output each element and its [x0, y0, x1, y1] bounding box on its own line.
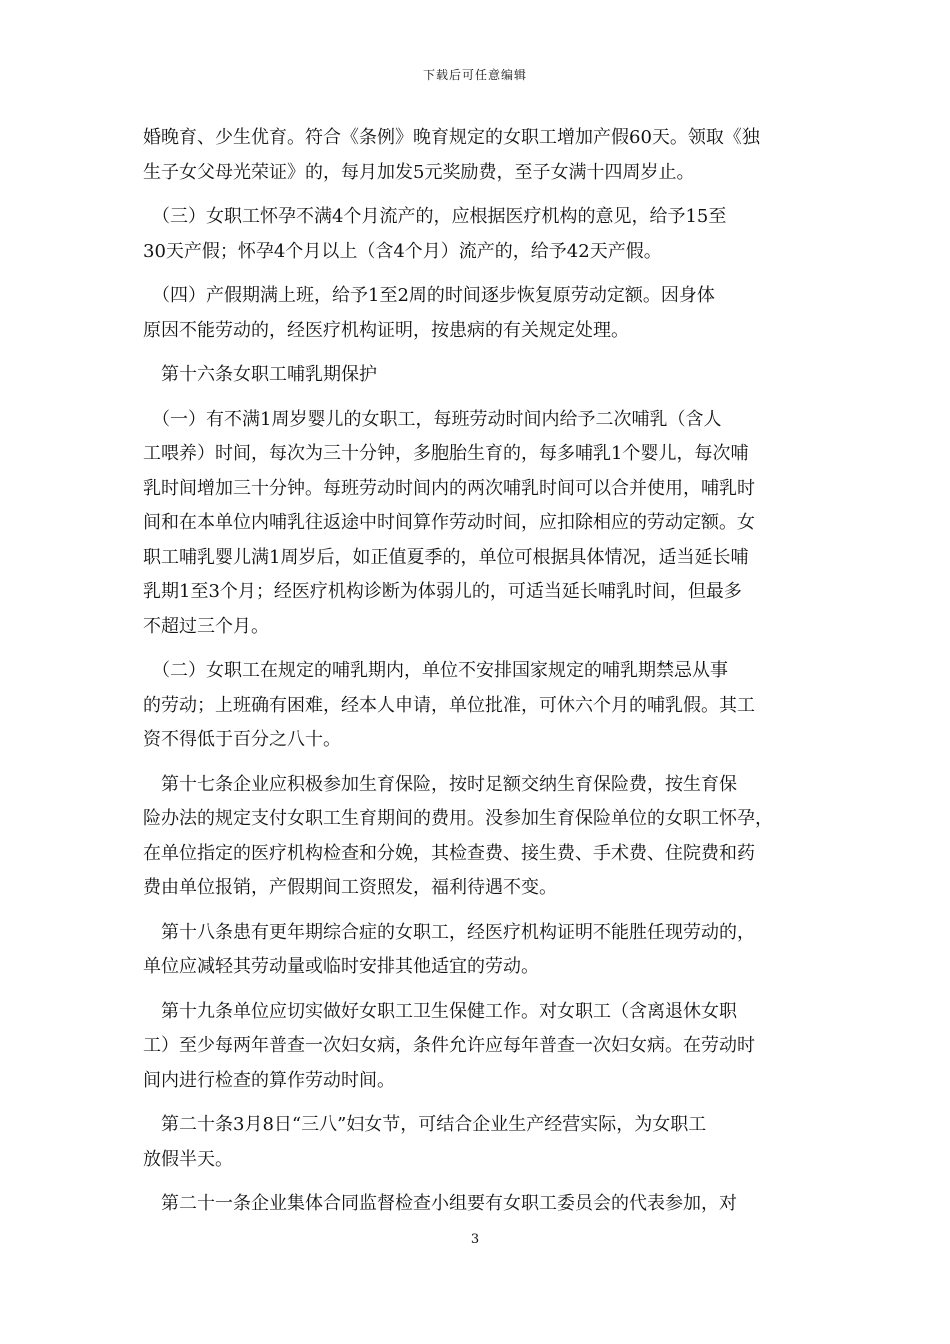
text-line: 工喂养）时间，每次为三十分钟，多胞胎生育的，每多哺乳1个婴儿，每次哺: [143, 443, 749, 464]
text-line: 乳时间增加三十分钟。每班劳动时间内的两次哺乳时间可以合并使用，哺乳时: [143, 477, 755, 499]
text-line: （四）产假期满上班，给予1至2周的时间逐步恢复原劳动定额。因身体: [143, 285, 715, 306]
text-line: 第十六条女职工哺乳期保护: [143, 364, 377, 385]
text-line: 第十八条患有更年期综合症的女职工，经医疗机构证明不能胜任现劳动的，: [143, 921, 755, 943]
page-number: 3: [470, 1232, 480, 1247]
text-line: 费由单位报销，产假期间工资照发，福利待遇不变。: [143, 877, 557, 898]
text-line: 第二十一条企业集体合同监督检查小组要有女职工委员会的代表参加，对: [143, 1193, 737, 1214]
text-line: 婚晚育、少生优育。符合《条例》晚育规定的女职工增加产假60天。领取《独: [143, 127, 760, 148]
text-line: 乳期1至3个月；经医疗机构诊断为体弱儿的，可适当延长哺乳时间，但最多: [143, 581, 742, 602]
text-line: 资不得低于百分之八十。: [143, 729, 341, 750]
page-header: 下载后可任意编辑: [422, 68, 527, 82]
text-line: （二）女职工在规定的哺乳期内，单位不安排国家规定的哺乳期禁忌从事: [143, 660, 728, 681]
text-line: 险办法的规定支付女职工生育期间的费用。没参加生育保险单位的女职工怀孕，: [143, 808, 773, 829]
text-line: （一）有不满1周岁婴儿的女职工，每班劳动时间内给予二次哺乳（含人: [143, 408, 722, 430]
text-line: 在单位指定的医疗机构检查和分娩，其检查费、接生费、手术费、住院费和药: [143, 842, 755, 864]
text-line: 间内进行检查的算作劳动时间。: [143, 1069, 395, 1091]
text-line: 间和在本单位内哺乳往返途中时间算作劳动时间，应扣除相应的劳动定额。女: [143, 512, 755, 533]
text-line: （三）女职工怀孕不满4个月流产的，应根据医疗机构的意见，给予15至: [143, 206, 727, 227]
text-line: 工）至少每两年普查一次妇女病，条件允许应每年普查一次妇女病。在劳动时: [143, 1035, 755, 1056]
text-line: 放假半天。: [143, 1148, 233, 1170]
text-line: 单位应减轻其劳动量或临时安排其他适宜的劳动。: [143, 956, 539, 977]
text-line: 第十九条单位应切实做好女职工卫生保健工作。对女职工（含离退休女职: [143, 1000, 737, 1022]
document-body: [143, 121, 807, 1222]
text-line: 30天产假；怀孕4个月以上（含4个月）流产的，给予42天产假。: [143, 240, 662, 262]
text-line: 生子女父母光荣证》的，每月加发5元奖励费，至子女满十四周岁止。: [143, 161, 695, 183]
text-line: 第二十条3月8日“三八”妇女节，可结合企业生产经营实际，为女职工: [143, 1114, 707, 1135]
text-line: 第十七条企业应积极参加生育保险，按时足额交纳生育保险费，按生育保: [143, 773, 737, 795]
text-line: 的劳动；上班确有困难，经本人申请，单位批准，可休六个月的哺乳假。其工: [143, 694, 755, 716]
text-line: 不超过三个月。: [143, 615, 269, 637]
text-line: 原因不能劳动的，经医疗机构证明，按患病的有关规定处理。: [143, 319, 629, 341]
text-line: 职工哺乳婴儿满1周岁后，如正值夏季的，单位可根据具体情况，适当延长哺: [143, 546, 749, 568]
